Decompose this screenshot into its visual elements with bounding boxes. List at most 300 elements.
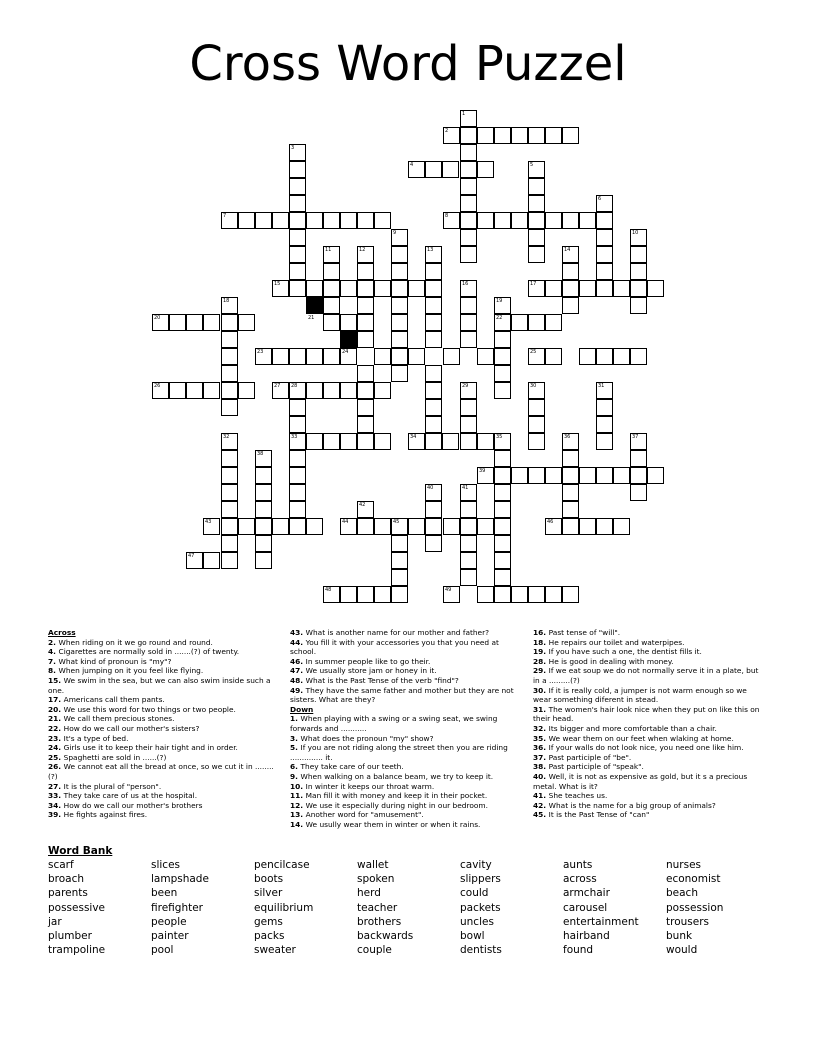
- clue-number: 13: [427, 247, 434, 253]
- grid-cell[interactable]: [272, 348, 289, 365]
- grid-cell[interactable]: [391, 280, 408, 297]
- grid-cell[interactable]: [528, 246, 545, 263]
- clue-text: He repairs our toilet and waterpipes.: [548, 637, 685, 647]
- grid-cell[interactable]: [255, 212, 272, 229]
- clue: [48, 753, 280, 763]
- grid-cell[interactable]: [391, 365, 408, 382]
- clue-number-label: 47.: [290, 666, 306, 676]
- grid-cell[interactable]: [477, 433, 494, 450]
- word-bank-word: herd: [357, 887, 381, 900]
- grid-cell[interactable]: [494, 467, 511, 484]
- grid-cell[interactable]: [340, 280, 357, 297]
- grid-cell[interactable]: [306, 518, 323, 535]
- grid-cell[interactable]: [460, 127, 477, 144]
- clue-text: You fill it with your accessories you that you need at school.: [290, 637, 499, 657]
- clue: [290, 791, 522, 801]
- clue-number: 16: [462, 281, 469, 287]
- grid-cell[interactable]: [460, 552, 477, 569]
- grid-cell[interactable]: [579, 518, 596, 535]
- grid-cell[interactable]: [613, 518, 630, 535]
- grid-cell[interactable]: [238, 382, 255, 399]
- grid-cell[interactable]: [340, 433, 357, 450]
- clue: [290, 801, 522, 811]
- grid-cell[interactable]: [357, 382, 374, 399]
- clue-text: Americans call them pants.: [63, 695, 165, 705]
- clue-number-label: 11.: [290, 791, 306, 801]
- grid-cell[interactable]: [579, 212, 596, 229]
- grid-cell[interactable]: [391, 552, 408, 569]
- grid-cell[interactable]: [562, 501, 579, 518]
- grid-cell[interactable]: [528, 212, 545, 229]
- grid-cell[interactable]: [323, 314, 340, 331]
- grid-cell[interactable]: [511, 127, 528, 144]
- grid-cell[interactable]: [477, 586, 494, 603]
- grid-cell[interactable]: [425, 365, 442, 382]
- grid-cell[interactable]: [221, 467, 238, 484]
- grid-cell[interactable]: [494, 450, 511, 467]
- grid-cell[interactable]: [289, 501, 306, 518]
- grid-cell[interactable]: [221, 365, 238, 382]
- grid-cell[interactable]: [562, 467, 579, 484]
- grid-cell[interactable]: [596, 263, 613, 280]
- grid-cell[interactable]: [391, 246, 408, 263]
- grid-cell[interactable]: [477, 161, 494, 178]
- grid-cell[interactable]: [391, 569, 408, 586]
- clue: [48, 810, 280, 820]
- grid-cell[interactable]: [408, 280, 425, 297]
- clue-text: Its bigger and more comfortable than a chair.: [548, 723, 717, 733]
- grid-cell[interactable]: [374, 518, 391, 535]
- grid-cell[interactable]: [460, 195, 477, 212]
- grid-cell[interactable]: [272, 212, 289, 229]
- grid-cell[interactable]: [613, 280, 630, 297]
- grid-cell[interactable]: [460, 246, 477, 263]
- grid-cell[interactable]: [528, 586, 545, 603]
- grid-cell[interactable]: [579, 348, 596, 365]
- grid-cell[interactable]: [357, 433, 374, 450]
- grid-cell[interactable]: [255, 484, 272, 501]
- grid-cell[interactable]: [545, 348, 562, 365]
- grid-cell[interactable]: [460, 416, 477, 433]
- grid-cell[interactable]: [408, 518, 425, 535]
- grid-cell[interactable]: [221, 450, 238, 467]
- grid-cell[interactable]: [460, 331, 477, 348]
- clue-number: 2: [445, 128, 449, 134]
- grid-cell[interactable]: [596, 433, 613, 450]
- clue-text: If your walls do not look nice, you need one like him.: [548, 743, 744, 753]
- grid-cell[interactable]: [630, 263, 647, 280]
- grid-cell[interactable]: [340, 314, 357, 331]
- clue: [48, 695, 280, 705]
- grid-cell[interactable]: [528, 416, 545, 433]
- grid-cell[interactable]: [460, 314, 477, 331]
- clue-number-label: 22.: [48, 723, 64, 733]
- grid-cell[interactable]: [545, 467, 562, 484]
- clue-text: If it is really cold, a jumper is not warm enough so we wear something diferent in stead.: [533, 685, 747, 705]
- grid-cell[interactable]: [425, 331, 442, 348]
- word-bank-word: couple: [357, 944, 392, 957]
- grid-cell[interactable]: [630, 297, 647, 314]
- grid-cell[interactable]: [630, 246, 647, 263]
- grid-cell[interactable]: [289, 263, 306, 280]
- grid-cell[interactable]: [289, 246, 306, 263]
- grid-cell[interactable]: [238, 314, 255, 331]
- word-bank-word: carousel: [563, 901, 608, 914]
- grid-cell[interactable]: [323, 212, 340, 229]
- grid-cell[interactable]: [391, 297, 408, 314]
- grid-cell[interactable]: [289, 518, 306, 535]
- grid-cell[interactable]: [425, 399, 442, 416]
- grid-cell[interactable]: [357, 365, 374, 382]
- grid-cell[interactable]: [647, 280, 664, 297]
- grid-cell[interactable]: [562, 127, 579, 144]
- grid-cell[interactable]: [340, 212, 357, 229]
- grid-cell[interactable]: [374, 280, 391, 297]
- grid-cell[interactable]: [391, 586, 408, 603]
- grid-cell[interactable]: [323, 348, 340, 365]
- grid-cell[interactable]: [630, 348, 647, 365]
- grid-cell[interactable]: [323, 280, 340, 297]
- grid-cell[interactable]: [221, 535, 238, 552]
- grid-cell[interactable]: [494, 518, 511, 535]
- grid-cell[interactable]: [511, 314, 528, 331]
- grid-cell[interactable]: [221, 518, 238, 535]
- grid-cell[interactable]: [443, 348, 460, 365]
- grid-cell[interactable]: [203, 314, 220, 331]
- grid-cell[interactable]: [289, 348, 306, 365]
- grid-cell[interactable]: [460, 229, 477, 246]
- grid-cell[interactable]: [494, 484, 511, 501]
- grid-cell[interactable]: [391, 535, 408, 552]
- clue-number: 41: [462, 485, 469, 491]
- grid-cell[interactable]: [255, 552, 272, 569]
- grid-cell[interactable]: [289, 399, 306, 416]
- grid-cell[interactable]: [545, 212, 562, 229]
- grid-cell[interactable]: [460, 178, 477, 195]
- grid-cell[interactable]: [238, 212, 255, 229]
- grid-cell[interactable]: [221, 331, 238, 348]
- clue-number-label: 2.: [48, 637, 59, 647]
- clue-number: 32: [223, 434, 230, 440]
- grid-cell[interactable]: [289, 178, 306, 195]
- grid-cell[interactable]: [357, 297, 374, 314]
- grid-cell[interactable]: [425, 501, 442, 518]
- grid-cell[interactable]: [596, 229, 613, 246]
- grid-cell[interactable]: [494, 552, 511, 569]
- grid-cell[interactable]: [289, 416, 306, 433]
- grid-cell[interactable]: [596, 399, 613, 416]
- grid-cell[interactable]: [306, 382, 323, 399]
- grid-cell[interactable]: [477, 212, 494, 229]
- grid-cell[interactable]: [596, 246, 613, 263]
- clue-number: 43: [205, 519, 212, 525]
- grid-cell[interactable]: [528, 229, 545, 246]
- grid-cell[interactable]: [391, 263, 408, 280]
- grid-cell[interactable]: [255, 501, 272, 518]
- grid-cell[interactable]: [374, 433, 391, 450]
- clue-number: 29: [462, 383, 469, 389]
- grid-cell[interactable]: [425, 535, 442, 552]
- clue-text: Past tense of "will".: [548, 628, 621, 637]
- grid-cell[interactable]: [460, 569, 477, 586]
- grid-cell[interactable]: [596, 467, 613, 484]
- word-bank-word: hairband: [563, 930, 610, 943]
- grid-cell[interactable]: [562, 484, 579, 501]
- word-bank-word: spoken: [357, 873, 395, 886]
- word-bank-column: [48, 858, 105, 957]
- grid-cell[interactable]: [425, 280, 442, 297]
- grid-cell[interactable]: [460, 433, 477, 450]
- clue: [290, 638, 522, 657]
- grid-cell[interactable]: [425, 263, 442, 280]
- grid-cell[interactable]: [289, 280, 306, 297]
- clue: [48, 782, 280, 792]
- grid-cell[interactable]: [425, 382, 442, 399]
- grid-cell[interactable]: [562, 280, 579, 297]
- grid-cell[interactable]: [545, 314, 562, 331]
- grid-cell[interactable]: [647, 467, 664, 484]
- grid-cell[interactable]: [613, 467, 630, 484]
- clue-number: 12: [359, 247, 366, 253]
- clue-text: Spaghetti are sold in ......(?): [63, 752, 167, 762]
- clue: [48, 638, 280, 648]
- grid-cell[interactable]: [477, 518, 494, 535]
- grid-cell[interactable]: [579, 467, 596, 484]
- grid-cell[interactable]: [374, 382, 391, 399]
- grid-cell[interactable]: [579, 280, 596, 297]
- clue: [533, 772, 765, 791]
- clue-number-label: 23.: [48, 733, 64, 743]
- clue-number-label: 30.: [533, 685, 549, 695]
- clue-number: 23: [257, 349, 264, 355]
- grid-cell[interactable]: [511, 586, 528, 603]
- grid-cell[interactable]: [323, 263, 340, 280]
- clue: [48, 666, 280, 676]
- grid-cell[interactable]: [562, 586, 579, 603]
- grid-cell[interactable]: [528, 195, 545, 212]
- clue-number: 18: [223, 298, 230, 304]
- grid-cell[interactable]: [460, 161, 477, 178]
- grid-cell[interactable]: [306, 280, 323, 297]
- grid-cell[interactable]: [169, 314, 186, 331]
- grid-cell[interactable]: [340, 586, 357, 603]
- grid-cell[interactable]: [528, 127, 545, 144]
- clue-number-label: 41.: [533, 791, 549, 801]
- grid-cell[interactable]: [630, 467, 647, 484]
- grid-cell[interactable]: [596, 348, 613, 365]
- grid-cell[interactable]: [528, 178, 545, 195]
- grid-cell[interactable]: [340, 382, 357, 399]
- grid-cell[interactable]: [289, 450, 306, 467]
- grid-cell[interactable]: [562, 518, 579, 535]
- grid-cell[interactable]: [306, 212, 323, 229]
- word-bank-word: across: [563, 873, 597, 886]
- grid-cell[interactable]: [442, 161, 459, 178]
- grid-cell[interactable]: [442, 433, 459, 450]
- grid-cell[interactable]: [203, 382, 220, 399]
- grid-cell[interactable]: [494, 382, 511, 399]
- clue-text: They take care of our teeth.: [300, 762, 404, 772]
- grid-cell[interactable]: [545, 280, 562, 297]
- clue-number-label: 29.: [533, 666, 549, 676]
- grid-cell[interactable]: [425, 314, 442, 331]
- clue-text: We swim in the sea, but we can also swim inside such a one.: [48, 675, 271, 695]
- clue-text: We use it especially during night in our bedroom.: [305, 800, 488, 810]
- clue: [48, 657, 280, 667]
- clue-text: If you are not riding along the street then you are riding .............. it.: [290, 743, 508, 762]
- grid-cell[interactable]: [221, 552, 238, 569]
- grid-cell[interactable]: [528, 399, 545, 416]
- grid-cell[interactable]: [494, 501, 511, 518]
- grid-cell[interactable]: [391, 331, 408, 348]
- grid-cell[interactable]: [494, 212, 511, 229]
- grid-cell[interactable]: [613, 348, 630, 365]
- grid-cell[interactable]: [630, 280, 647, 297]
- word-bank-word: broach: [48, 873, 85, 886]
- grid-cell[interactable]: [289, 484, 306, 501]
- grid-cell[interactable]: [221, 348, 238, 365]
- grid-cell[interactable]: [357, 518, 374, 535]
- grid-cell[interactable]: [289, 229, 306, 246]
- grid-cell[interactable]: [255, 518, 272, 535]
- grid-cell[interactable]: [477, 348, 494, 365]
- grid-cell[interactable]: [528, 433, 545, 450]
- grid-cell[interactable]: [374, 212, 391, 229]
- word-bank-word: people: [151, 915, 187, 928]
- clue-number-label: 15.: [48, 675, 64, 685]
- grid-cell[interactable]: [630, 450, 647, 467]
- grid-cell[interactable]: [460, 518, 477, 535]
- grid-cell[interactable]: [323, 433, 340, 450]
- grid-cell[interactable]: [357, 586, 374, 603]
- grid-cell[interactable]: [357, 331, 374, 348]
- grid-cell[interactable]: [221, 484, 238, 501]
- grid-cell[interactable]: [357, 280, 374, 297]
- grid-cell[interactable]: [357, 416, 374, 433]
- grid-cell[interactable]: [169, 382, 186, 399]
- grid-cell[interactable]: [494, 586, 511, 603]
- grid-cell[interactable]: [323, 382, 340, 399]
- grid-cell[interactable]: [357, 314, 374, 331]
- grid-cell[interactable]: [562, 450, 579, 467]
- grid-cell[interactable]: [511, 467, 528, 484]
- word-bank-word: jar: [48, 915, 62, 928]
- grid-cell[interactable]: [562, 297, 579, 314]
- grid-cell[interactable]: [272, 518, 289, 535]
- grid-cell[interactable]: [357, 263, 374, 280]
- word-bank-heading: Word Bank: [48, 845, 113, 857]
- clue-text: The women's hair look nice when they put on like this on their head.: [533, 704, 760, 724]
- clue-number: 35: [496, 434, 503, 440]
- grid-cell[interactable]: [357, 399, 374, 416]
- grid-cell[interactable]: [425, 161, 442, 178]
- grid-cell[interactable]: [323, 297, 340, 314]
- grid-cell[interactable]: [391, 314, 408, 331]
- grid-cell[interactable]: [221, 399, 238, 416]
- grid-cell[interactable]: [511, 212, 528, 229]
- grid-cell[interactable]: [562, 263, 579, 280]
- grid-cell[interactable]: [494, 365, 511, 382]
- clue-text: Past participle of "speak".: [548, 762, 644, 772]
- grid-cell[interactable]: [477, 127, 494, 144]
- grid-cell[interactable]: [460, 144, 477, 161]
- clue-number-label: 26.: [48, 762, 64, 772]
- grid-cell[interactable]: [562, 212, 579, 229]
- grid-cell[interactable]: [221, 501, 238, 518]
- grid-cell[interactable]: [289, 212, 306, 229]
- grid-cell[interactable]: [596, 518, 613, 535]
- grid-cell[interactable]: [630, 484, 647, 501]
- grid-cell[interactable]: [255, 535, 272, 552]
- grid-cell[interactable]: [203, 552, 220, 569]
- grid-cell[interactable]: [221, 314, 238, 331]
- word-bank-word: packets: [460, 901, 501, 914]
- grid-cell[interactable]: [494, 569, 511, 586]
- word-bank-column: [666, 858, 723, 957]
- grid-cell[interactable]: [494, 535, 511, 552]
- grid-cell[interactable]: [596, 416, 613, 433]
- grid-cell[interactable]: [596, 280, 613, 297]
- grid-cell[interactable]: [545, 586, 562, 603]
- clue-number: 34: [410, 434, 417, 440]
- grid-cell[interactable]: [545, 127, 562, 144]
- grid-cell[interactable]: [238, 518, 255, 535]
- word-bank-word: found: [563, 944, 594, 957]
- grid-cell[interactable]: [306, 433, 323, 450]
- grid-cell[interactable]: [374, 348, 391, 365]
- clue-number: 9: [393, 230, 397, 236]
- grid-cell[interactable]: [425, 416, 442, 433]
- grid-cell[interactable]: [460, 212, 477, 229]
- clue-number: 15: [274, 281, 281, 287]
- clue-text: Girls use it to keep their hair tight and in order.: [63, 743, 238, 753]
- grid-cell[interactable]: [186, 314, 203, 331]
- grid-cell[interactable]: [255, 467, 272, 484]
- grid-cell[interactable]: [357, 212, 374, 229]
- grid-cell[interactable]: [425, 433, 442, 450]
- clue-number-label: 38.: [533, 762, 549, 772]
- clue-text: They take care of us at the hospital.: [63, 791, 198, 801]
- clue-number-label: 35.: [533, 733, 549, 743]
- grid-cell[interactable]: [425, 518, 442, 535]
- grid-cell[interactable]: [306, 348, 323, 365]
- grid-cell[interactable]: [408, 348, 425, 365]
- clue-number: 3: [291, 145, 295, 151]
- grid-cell[interactable]: [289, 195, 306, 212]
- word-bank-word: uncles: [460, 915, 494, 928]
- grid-cell[interactable]: [460, 535, 477, 552]
- grid-cell[interactable]: [528, 314, 545, 331]
- grid-cell[interactable]: [374, 586, 391, 603]
- clue-text: Man fill it with money and keep it in their pocket.: [305, 791, 488, 801]
- grid-cell[interactable]: [460, 501, 477, 518]
- grid-cell[interactable]: [391, 348, 408, 365]
- grid-cell[interactable]: [596, 212, 613, 229]
- grid-cell[interactable]: [289, 467, 306, 484]
- grid-cell[interactable]: [460, 399, 477, 416]
- grid-cell[interactable]: [443, 518, 460, 535]
- grid-cell[interactable]: [460, 297, 477, 314]
- grid-cell[interactable]: [528, 467, 545, 484]
- grid-cell[interactable]: [494, 348, 511, 365]
- grid-cell[interactable]: [494, 331, 511, 348]
- grid-cell[interactable]: [186, 382, 203, 399]
- grid-cell[interactable]: [289, 161, 306, 178]
- grid-cell[interactable]: [221, 382, 238, 399]
- grid-cell[interactable]: [425, 297, 442, 314]
- word-bank-word: trousers: [666, 915, 709, 928]
- grid-cell[interactable]: [494, 127, 511, 144]
